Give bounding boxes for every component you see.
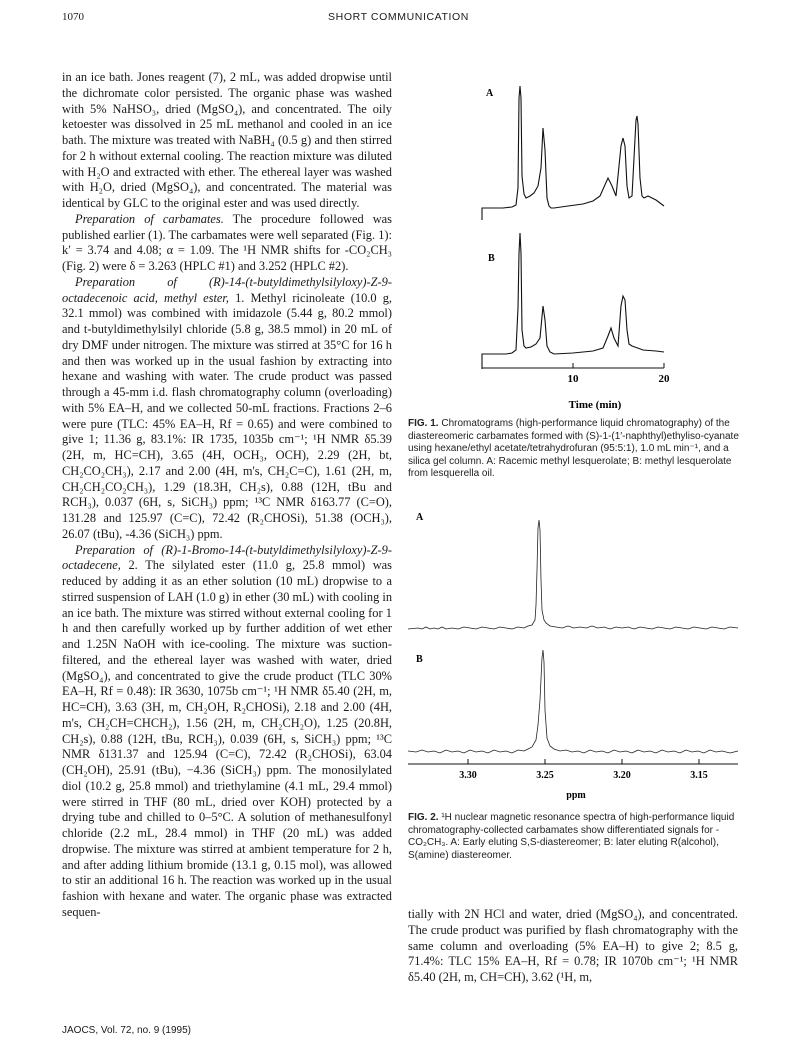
figure-2-plot	[408, 500, 743, 800]
fig1-panel-a-label: A	[486, 88, 494, 99]
heading-carbamates: Preparation of carbamates.	[75, 211, 224, 226]
fig2-tick-325-label: 3.25	[536, 770, 554, 781]
paragraph-carbamates	[62, 212, 392, 275]
fig1-tick-20-label: 20	[658, 373, 670, 385]
figure-2-caption-text: ¹H nuclear magnetic resonance spectra of high-performance liquid chromatography-collected carbamates show differentiated signals for -CO₂CH₃. A: Early eluting S,S-diastereomer; B: later eluting R(alcohol), S(amine) diastereomer.	[408, 812, 735, 861]
fig2-panel-a-label: A	[416, 512, 424, 523]
figure-2-caption	[408, 812, 740, 862]
fig2-panel-b-label: B	[416, 654, 423, 665]
fig1-axis-label: Time (min)	[568, 399, 622, 411]
fig2-tick-330-label: 3.30	[459, 770, 477, 781]
fig2-tick-315-label: 3.15	[690, 770, 708, 781]
heading-compound-1: Preparation of (R)-14-(t-butyldimethylsilyloxy)-Z-9-octadecenoic acid, methyl ester,	[62, 274, 392, 305]
fig1-tick-10-label: 10	[567, 373, 579, 385]
right-column-continuation	[408, 907, 738, 986]
figure-1-caption-label: FIG. 1.	[408, 418, 439, 429]
page-header	[0, 11, 797, 27]
fig2-axis-label: ppm	[566, 790, 586, 800]
journal-footer: JAOCS, Vol. 72, no. 9 (1995)	[62, 1025, 191, 1036]
fig1-trace-b	[482, 233, 664, 369]
heading-compound-2: Preparation of (R)-1-Bromo-14-(t-butyldimethylsilyloxy)-Z-9-octadecene,	[62, 542, 392, 573]
figure-2-nmr-spectra	[408, 500, 743, 800]
fig2-spectrum-b	[408, 650, 738, 753]
paragraph-jones-reduction: in an ice bath. Jones reagent (7), 2 mL, was added dropwise until the dichromate color persisted. The organic phase was washed with 5% NaHSO₃, dried (MgSO₄), and concentrated. The oily ketoester was dissolved in 25 mL methanol and cooled in an ice bath. The mixture was treated with NaBH₄ (0.5 g) and then stirred for 2 h without external cooling. The reaction mixture was diluted with H₂O and extracted with ether. The ethereal layer was washed with H₂O, dried (MgSO₄), and concentrated. The material was identical by GLC to the original ester and was used directly.	[62, 70, 392, 210]
body-compound-2: 2. The silylated ester (11.0 g, 25.8 mmol) was reduced by adding it as an ether solution (10 mL) dropwise to a stirred suspension of LAH (1.0 g) in ether (30 mL) with cooling in an ice bath. The mixture was stirred without external cooling for 1 h and then carefully worked up by further addition of wet ether and 1.25N NaOH with ice-cooling. The mixture was suction-filtered, and the ethereal layer was washed with water, dried (MgSO₄), and concentrated to give the crude product (TLC 30% EA–H, Rf = 0.48): IR 3630, 1075b cm⁻¹; ¹H NMR δ5.40 (2H, m, HC=CH), 3.63 (3H, m, CH₂OH, R₂CHOSi), 2.18 and 2.00 (4H, m's, CH₂CH=CHCH₂), 1.56 (2H, m, CH₂CH₂O), 1.25 (20.8H, CH₂s), 0.88 (12H, tBu, RCH₃), 0.039 (6H, s, SiCH₃) ppm; ¹³C NMR δ131.37 and 125.94 (C=C), 72.42 (R₂CHOSi), 63.04 (CH₂OH), 25.91 (tBu), −4.36 (SiCH₃) ppm. The monosilylated diol (10.2 g, 25.8 mmol) and triethylamine (4.1 mL, 29.4 mmol) were stirred in THF (80 mL, dried over KOH) protected by a drying tube and chilled to 0–5°C. A solution of methanesulfonyl chloride (2.2 mL, 28.4 mmol) in THF (20 mL) was added dropwise. The mixture was stirred at ambient temperature for 2 h, and after adding lithium bromide (13.1 g, 0.15 mol), was allowed to stir an additional 16 h. The reaction was worked up in the usual fashion with hexane and water. The organic phase was extracted sequen-	[62, 558, 393, 919]
figure-1-caption	[408, 418, 740, 481]
figure-1-plot	[408, 68, 743, 418]
figure-2-caption-label: FIG. 2.	[408, 812, 439, 823]
fig1-panel-b-label: B	[488, 253, 495, 264]
figure-1-chromatograms	[408, 68, 743, 418]
page-number: 1070	[62, 11, 84, 23]
fig2-spectrum-a	[408, 520, 738, 629]
running-head: SHORT COMMUNICATION	[328, 11, 469, 23]
left-column	[62, 70, 392, 921]
figure-1-caption-text: Chromatograms (high-performance liquid chromatography) of the diastereomeric carbamates formed with (S)-1-(1′-naphthyl)ethyliso-cyanate using hexane/ethyl acetate/tetrahydrofuran (95:5:1), 1.0 mL min⁻¹, and a silica gel column. A: Racemic methyl lesquerolate; B: methyl lesquerolate from lesquerella oil.	[408, 418, 739, 480]
fig1-trace-a	[482, 86, 664, 220]
fig2-tick-320-label: 3.20	[613, 770, 631, 781]
paragraph-compound-2	[62, 543, 392, 921]
body-compound-1: 1. Methyl ricinoleate (10.0 g, 32.1 mmol) was combined with imidazole (5.44 g, 80.2 mmol) and t-butyldimethylsilyl chloride (5.8 g, 38.5 mmol) in 20 mL of dry DMF under nitrogen. The mixture was stirred at 35°C for 16 h and then was worked up in the usual fashion by extracting into hexane and washing with water. The crude product was passed through a 45-mm i.d. flash chromatography column (overloading) with 5% EA–H, and we collected 50-mL fractions. Fractions 2–6 were pure (TLC: 45% EA–H, Rf = 0.65) and were combined to give 1; 11.36 g, 83.1%: IR 1735, 1035b cm⁻¹; ¹H NMR δ5.39 (2H, m, HC=CH), 3.65 (4H, OCH₃, OCH), 2.29 (2H, bt, CH₂CO₂CH₃), 2.17 and 2.00 (4H, m's, CH₂C=C), 1.61 (2H, m, CH₂CH₂CO₂CH₃), 1.29 (18.3H, CH₂s), 0.88 (12H, tBu and RCH₃), 0.037 (6H, s, SiCH₃) ppm; ¹³C NMR δ163.77 (C=O), 131.28 and 125.97 (C=C), 72.42 (R₂CHOSi), 51.38 (OCH₃), 26.07 (tBu), -4.36 (SiCH₃) ppm.	[62, 290, 392, 541]
paragraph-compound-1	[62, 275, 392, 543]
paragraph-compound-2-continued: tially with 2N HCl and water, dried (MgSO₄), and concentrated. The crude product was purified by flash chromatography with the same column and overloading (5% EA–H) to give 2; 8.5 g, 71.4%: TLC 15% EA–H, Rf = 0.78; IR 1070b cm⁻¹; ¹H NMR δ5.40 (2H, m, CH=CH), 3.62 (¹H, m,	[408, 907, 738, 984]
body-carbamates: The procedure followed was published earlier (1). The carbamates were well separated (Fig. 1): k′ = 3.74 and 4.08; α = 1.09. The ¹H NMR shifts for -CO₂CH₃ (Fig. 2) were δ = 3.263 (HPLC #1) and 3.252 (HPLC #2).	[62, 211, 392, 273]
